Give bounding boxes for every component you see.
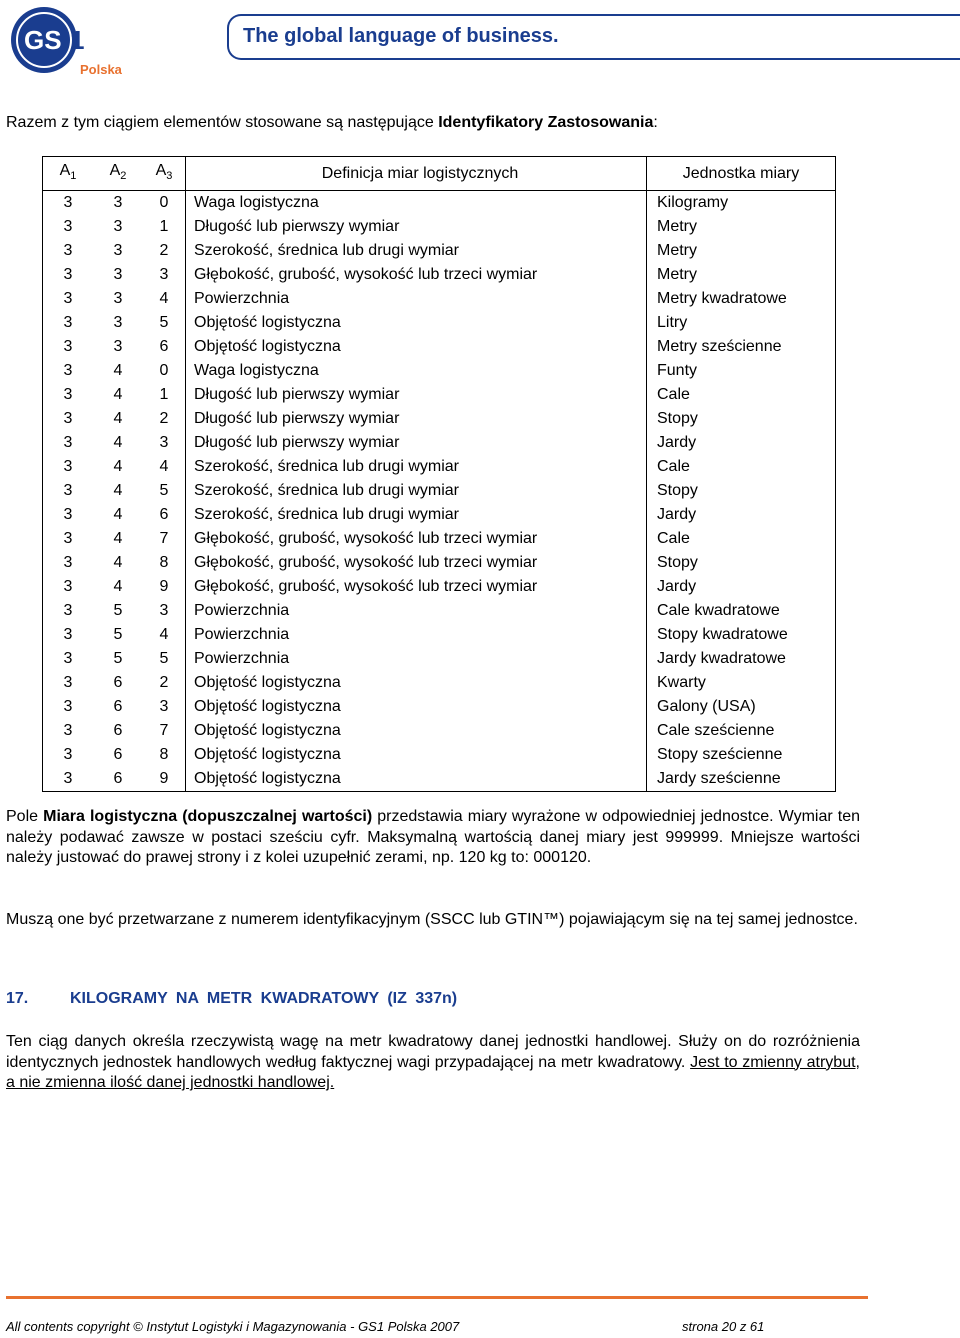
cell-a3: 7 bbox=[143, 719, 186, 743]
table-row bbox=[43, 239, 836, 263]
table-row bbox=[43, 551, 836, 575]
cell-a3: 5 bbox=[143, 647, 186, 671]
table-header-row bbox=[43, 157, 836, 191]
cell-unit: Metry bbox=[657, 242, 697, 260]
table-row bbox=[43, 599, 836, 623]
cell-a3: 4 bbox=[143, 623, 186, 647]
cell-a1: 3 bbox=[63, 674, 73, 692]
cell-a3: 8 bbox=[143, 551, 186, 575]
table-row bbox=[43, 359, 836, 383]
section-number: 17. bbox=[6, 990, 29, 1007]
cell-a1: 3 bbox=[63, 362, 73, 380]
table-row bbox=[43, 335, 836, 359]
table-row bbox=[43, 215, 836, 239]
cell-unit: Jardy bbox=[657, 506, 697, 524]
cell-a3: 0 bbox=[143, 359, 186, 383]
cell-a3: 6 bbox=[143, 503, 186, 527]
intro-text-bold: Identyfikatory Zastosowania bbox=[438, 114, 654, 131]
header-a2: $A_2$ bbox=[93, 157, 143, 191]
cell-definition: Objętość logistyczna bbox=[186, 719, 647, 743]
cell-unit: Galony (USA) bbox=[657, 698, 756, 716]
cell-a1: 3 bbox=[63, 290, 73, 308]
logo-subtitle: Polska bbox=[80, 62, 122, 77]
cell-definition: Głębokość, grubość, wysokość lub trzeci wymiar bbox=[186, 527, 647, 551]
intro-text bbox=[6, 114, 658, 132]
cell-a3: 3 bbox=[143, 695, 186, 719]
cell-unit: Metry bbox=[657, 266, 697, 284]
cell-a2: 5 bbox=[113, 602, 123, 620]
para3-underlined: Jest to zmienny atrybut, a nie zmienna ilość danej jednostki handlowej. bbox=[6, 1053, 860, 1091]
cell-unit: Cale bbox=[657, 386, 690, 404]
cell-a1: 3 bbox=[63, 602, 73, 620]
cell-definition: Objętość logistyczna bbox=[186, 311, 647, 335]
cell-definition: Powierzchnia bbox=[186, 287, 647, 311]
cell-a3: 0 bbox=[143, 191, 186, 216]
cell-unit: Metry bbox=[657, 218, 697, 236]
cell-a1: 3 bbox=[63, 434, 73, 452]
cell-a2: 6 bbox=[113, 674, 123, 692]
section-title: KILOGRAMY NA METR KWADRATOWY (IZ 337n) bbox=[70, 990, 458, 1007]
cell-a2: 4 bbox=[113, 362, 123, 380]
cell-a1: 3 bbox=[63, 266, 73, 284]
para1-lead: Pole bbox=[6, 808, 44, 825]
cell-definition: Powierzchnia bbox=[186, 623, 647, 647]
cell-a1: 3 bbox=[63, 410, 73, 428]
cell-a1: 3 bbox=[63, 386, 73, 404]
header-a1: $A_1$ bbox=[43, 157, 94, 191]
cell-unit: Cale kwadratowe bbox=[657, 602, 780, 620]
cell-a1: 3 bbox=[63, 242, 73, 260]
cell-a2: 4 bbox=[113, 482, 123, 500]
paragraph-section-description bbox=[6, 1032, 860, 1094]
cell-a1: 3 bbox=[63, 530, 73, 548]
cell-definition: Objętość logistyczna bbox=[186, 695, 647, 719]
cell-a3: 3 bbox=[143, 431, 186, 455]
cell-a1: 3 bbox=[63, 506, 73, 524]
cell-a1: 3 bbox=[63, 626, 73, 644]
cell-definition: Głębokość, grubość, wysokość lub trzeci wymiar bbox=[186, 551, 647, 575]
intro-text-after: : bbox=[653, 114, 658, 131]
cell-a1: 3 bbox=[63, 482, 73, 500]
cell-definition: Długość lub pierwszy wymiar bbox=[186, 407, 647, 431]
table-row bbox=[43, 479, 836, 503]
cell-definition: Szerokość, średnica lub drugi wymiar bbox=[186, 479, 647, 503]
cell-a3: 1 bbox=[143, 383, 186, 407]
cell-a2: 3 bbox=[113, 314, 123, 332]
para1-rest: przedstawia miary wyrażone w odpowiedniej jednostce. Wymiar ten należy podawać zawsze w postaci sześciu cyfr. Maksymalną wartością danej miary jest 999999. Mniejsze wartości należy justować do prawej strony i z kolei uzupełnić zerami, np. 120 kg to: 000120. bbox=[6, 808, 861, 866]
footer-page-number: strona 20 z 61 bbox=[682, 1319, 765, 1334]
cell-definition: Objętość logistyczna bbox=[186, 671, 647, 695]
paragraph-measure-description bbox=[6, 807, 860, 869]
cell-a2: 6 bbox=[113, 770, 123, 788]
cell-a3: 5 bbox=[143, 479, 186, 503]
table-row bbox=[43, 263, 836, 287]
header-a3: $A_3$ bbox=[143, 157, 186, 191]
cell-definition: Powierzchnia bbox=[186, 599, 647, 623]
cell-a2: 5 bbox=[113, 626, 123, 644]
cell-a2: 4 bbox=[113, 506, 123, 524]
cell-a1: 3 bbox=[63, 698, 73, 716]
cell-a2: 3 bbox=[113, 218, 123, 236]
cell-unit: Metry sześcienne bbox=[657, 338, 782, 356]
table-row bbox=[43, 503, 836, 527]
cell-unit: Stopy bbox=[657, 482, 698, 500]
cell-a3: 4 bbox=[143, 455, 186, 479]
cell-definition: Długość lub pierwszy wymiar bbox=[186, 431, 647, 455]
cell-a1: 3 bbox=[63, 458, 73, 476]
tagline: The global language of business. bbox=[243, 25, 559, 47]
measures-table bbox=[42, 156, 836, 792]
cell-unit: Cale sześcienne bbox=[657, 722, 775, 740]
cell-a2: 4 bbox=[113, 458, 123, 476]
table-row bbox=[43, 383, 836, 407]
cell-a2: 3 bbox=[113, 242, 123, 260]
cell-unit: Metry kwadratowe bbox=[657, 290, 787, 308]
cell-a1: 3 bbox=[63, 770, 73, 788]
cell-unit: Stopy kwadratowe bbox=[657, 626, 788, 644]
cell-definition: Szerokość, średnica lub drugi wymiar bbox=[186, 239, 647, 263]
cell-unit: Jardy kwadratowe bbox=[657, 650, 786, 668]
cell-unit: Kilogramy bbox=[657, 194, 729, 212]
cell-unit: Jardy sześcienne bbox=[657, 770, 781, 788]
table-row bbox=[43, 311, 836, 335]
table-row bbox=[43, 455, 836, 479]
table-row bbox=[43, 695, 836, 719]
cell-unit: Cale bbox=[657, 530, 690, 548]
table-row bbox=[43, 647, 836, 671]
cell-a2: 4 bbox=[113, 530, 123, 548]
header-definition: Definicja miar logistycznych bbox=[186, 157, 647, 191]
cell-a3: 2 bbox=[143, 239, 186, 263]
table-row bbox=[43, 743, 836, 767]
table-row bbox=[43, 287, 836, 311]
cell-unit: Jardy bbox=[657, 434, 697, 452]
cell-a3: 2 bbox=[143, 671, 186, 695]
cell-a1: 3 bbox=[63, 314, 73, 332]
cell-definition: Szerokość, średnica lub drugi wymiar bbox=[186, 455, 647, 479]
cell-a1: 3 bbox=[63, 338, 73, 356]
cell-definition: Objętość logistyczna bbox=[186, 335, 647, 359]
cell-definition: Waga logistyczna bbox=[186, 191, 647, 216]
table-row bbox=[43, 767, 836, 792]
cell-a2: 5 bbox=[113, 650, 123, 668]
table-row bbox=[43, 623, 836, 647]
cell-unit: Stopy sześcienne bbox=[657, 746, 783, 764]
svg-text:1: 1 bbox=[70, 25, 85, 55]
tagline-box bbox=[227, 14, 960, 60]
section-heading bbox=[6, 990, 457, 1008]
cell-definition: Głębokość, grubość, wysokość lub trzeci wymiar bbox=[186, 575, 647, 599]
paragraph-processing: Muszą one być przetwarzane z numerem identyfikacyjnym (SSCC lub GTIN™) pojawiającym się na tej samej jednostce. bbox=[6, 911, 858, 928]
cell-a2: 6 bbox=[113, 722, 123, 740]
cell-a1: 3 bbox=[63, 578, 73, 596]
cell-a3: 2 bbox=[143, 407, 186, 431]
cell-unit: Jardy bbox=[657, 578, 697, 596]
cell-unit: Kwarty bbox=[657, 674, 706, 692]
cell-definition: Szerokość, średnica lub drugi wymiar bbox=[186, 503, 647, 527]
cell-a2: 3 bbox=[113, 290, 123, 308]
cell-a2: 3 bbox=[113, 194, 123, 212]
cell-unit: Stopy bbox=[657, 410, 698, 428]
cell-definition: Waga logistyczna bbox=[186, 359, 647, 383]
table-row bbox=[43, 431, 836, 455]
cell-a1: 3 bbox=[63, 722, 73, 740]
para1-bold: Miara logistyczna (dopuszczalnej wartości) bbox=[43, 808, 373, 825]
footer-divider bbox=[6, 1296, 868, 1299]
cell-a1: 3 bbox=[63, 746, 73, 764]
cell-a3: 3 bbox=[143, 599, 186, 623]
cell-a3: 8 bbox=[143, 743, 186, 767]
para3-text: Ten ciąg danych określa rzeczywistą wagę na metr kwadratowy danej jednostki handlowej. Służy on do rozróżnienia identycznych jednostek handlowych według faktycznej wagi przypadającej na metr kwadratowy. bbox=[6, 1033, 860, 1071]
cell-a3: 6 bbox=[143, 335, 186, 359]
cell-a2: 4 bbox=[113, 554, 123, 572]
cell-a2: 3 bbox=[113, 338, 123, 356]
intro-text-before: Razem z tym ciągiem elementów stosowane są następujące bbox=[6, 114, 439, 131]
cell-definition: Powierzchnia bbox=[186, 647, 647, 671]
header-unit: Jednostka miary bbox=[647, 157, 836, 191]
cell-a2: 4 bbox=[113, 386, 123, 404]
cell-definition: Głębokość, grubość, wysokość lub trzeci wymiar bbox=[186, 263, 647, 287]
cell-a3: 7 bbox=[143, 527, 186, 551]
cell-definition: Długość lub pierwszy wymiar bbox=[186, 383, 647, 407]
cell-definition: Objętość logistyczna bbox=[186, 767, 647, 792]
table-row bbox=[43, 671, 836, 695]
cell-unit: Litry bbox=[657, 314, 688, 332]
cell-a3: 9 bbox=[143, 767, 186, 792]
cell-a3: 3 bbox=[143, 263, 186, 287]
cell-a1: 3 bbox=[63, 194, 73, 212]
cell-a2: 6 bbox=[113, 746, 123, 764]
svg-text:GS: GS bbox=[24, 25, 62, 55]
cell-a2: 6 bbox=[113, 698, 123, 716]
cell-definition: Objętość logistyczna bbox=[186, 743, 647, 767]
cell-unit: Funty bbox=[657, 362, 698, 380]
table-row bbox=[43, 191, 836, 216]
cell-a3: 1 bbox=[143, 215, 186, 239]
cell-a2: 4 bbox=[113, 410, 123, 428]
cell-a1: 3 bbox=[63, 218, 73, 236]
cell-a1: 3 bbox=[63, 554, 73, 572]
cell-definition: Długość lub pierwszy wymiar bbox=[186, 215, 647, 239]
cell-a1: 3 bbox=[63, 650, 73, 668]
table-row bbox=[43, 407, 836, 431]
cell-a3: 4 bbox=[143, 287, 186, 311]
table-row bbox=[43, 575, 836, 599]
cell-a3: 9 bbox=[143, 575, 186, 599]
footer-copyright: All contents copyright © Instytut Logistyki i Magazynowania - GS1 Polska 2007 bbox=[6, 1319, 460, 1334]
cell-unit: Cale bbox=[657, 458, 690, 476]
cell-a2: 3 bbox=[113, 266, 123, 284]
cell-a2: 4 bbox=[113, 434, 123, 452]
cell-unit: Stopy bbox=[657, 554, 698, 572]
table-row bbox=[43, 719, 836, 743]
cell-a2: 4 bbox=[113, 578, 123, 596]
table-row bbox=[43, 527, 836, 551]
cell-a3: 5 bbox=[143, 311, 186, 335]
